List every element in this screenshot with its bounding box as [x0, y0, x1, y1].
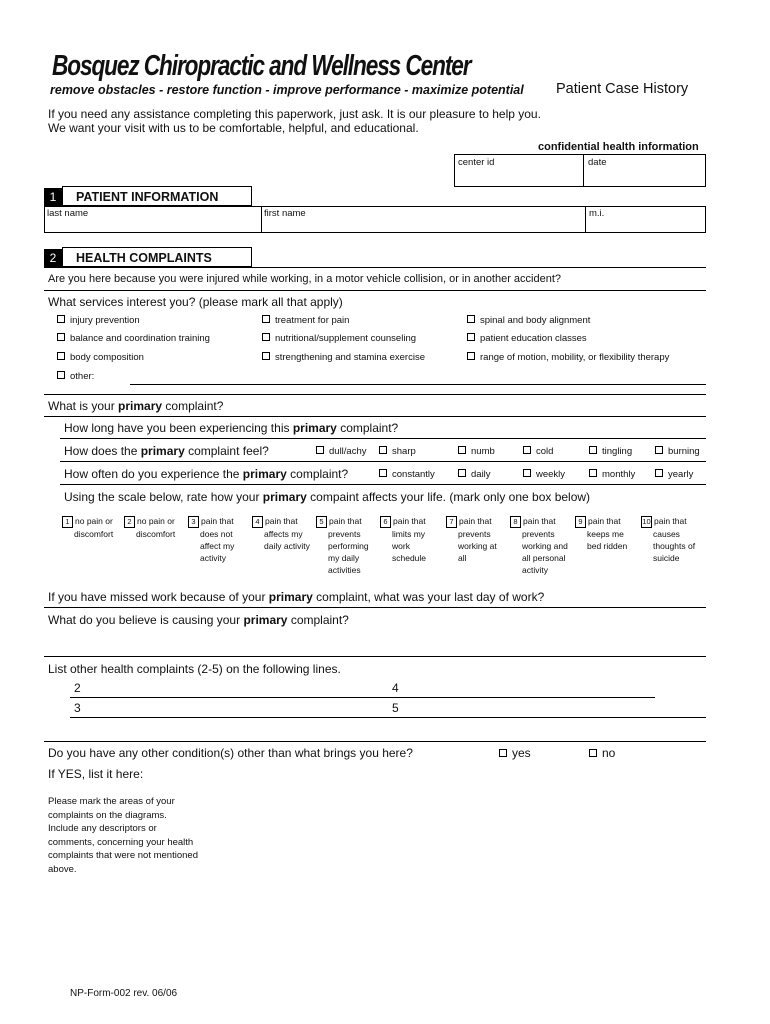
checkbox[interactable]	[262, 333, 270, 341]
missed-work-question	[48, 590, 544, 604]
no-option[interactable]	[589, 746, 615, 760]
pain-scale-option[interactable]	[316, 515, 380, 576]
text-bold: primary	[140, 444, 185, 458]
checkbox[interactable]	[589, 749, 597, 757]
complaint-line-number: 3	[74, 701, 81, 715]
pain-scale-number[interactable]: 1	[62, 516, 73, 528]
pain-scale-text: affects my	[264, 529, 303, 539]
pain-scale-text: pain that	[265, 516, 298, 526]
checkbox[interactable]	[589, 469, 597, 477]
center-id-label: center id	[458, 157, 495, 168]
checkbox[interactable]	[458, 446, 466, 454]
pain-scale-option[interactable]	[62, 515, 126, 540]
option-label: balance and coordination training	[70, 333, 210, 344]
option-label: cold	[536, 446, 554, 457]
checkbox[interactable]	[57, 352, 65, 360]
pain-scale-text: no pain or	[137, 516, 175, 526]
pain-scale-text: all	[458, 553, 467, 563]
divider	[60, 461, 706, 462]
form-number: NP-Form-002 rev. 06/06	[70, 988, 178, 999]
pain-scale-text: pain that	[459, 516, 492, 526]
text: How does the	[64, 444, 141, 458]
service-option[interactable]	[467, 352, 669, 363]
service-option[interactable]	[262, 333, 416, 344]
option-label: daily	[471, 469, 491, 480]
injury-question: Are you here because you were injured while working, in a motor vehicle collision, or in another accident?	[48, 273, 561, 285]
pain-scale-number[interactable]: 10	[642, 517, 651, 526]
text: complaint feel?	[184, 444, 269, 458]
section-2-number: 2	[44, 249, 62, 267]
date-label: date	[588, 157, 607, 168]
checkbox[interactable]	[458, 469, 466, 477]
option-label: strengthening and stamina exercise	[275, 352, 425, 363]
checkbox[interactable]	[379, 446, 387, 454]
other-service-field[interactable]	[130, 384, 706, 385]
divider	[44, 290, 706, 291]
divider	[44, 416, 706, 417]
if-yes-label: If YES, list it here:	[48, 767, 144, 781]
pain-scale-text: suicide	[653, 553, 680, 563]
service-option[interactable]	[57, 333, 210, 344]
service-option[interactable]	[262, 315, 349, 326]
service-option-other[interactable]	[57, 371, 94, 382]
option-label: weekly	[536, 469, 566, 480]
intro-text	[48, 107, 541, 135]
pain-scale-text: affect my	[200, 541, 235, 551]
pain-scale-text: bed ridden	[587, 541, 628, 551]
text-bold: primary	[292, 421, 337, 435]
option-label: injury prevention	[70, 315, 140, 326]
confidential-label: confidential health information	[538, 141, 699, 153]
text: Using the scale below, rate how your	[64, 490, 263, 504]
section-2-title: HEALTH COMPLAINTS	[76, 251, 212, 265]
pain-scale-number[interactable]: 3	[188, 516, 199, 528]
pain-scale-text: prevents	[522, 529, 555, 539]
checkbox[interactable]	[589, 446, 597, 454]
checkbox[interactable]	[57, 315, 65, 323]
divider	[44, 394, 706, 395]
text: complaint?	[336, 421, 399, 435]
checkbox[interactable]	[262, 315, 270, 323]
pain-scale-text: prevents	[328, 529, 361, 539]
option-label: tingling	[602, 446, 633, 457]
scale-question	[64, 490, 590, 504]
text: compaint affects your life. (mark only one box below)	[306, 490, 591, 504]
pain-scale-text: all personal	[522, 553, 566, 563]
divider	[44, 741, 706, 742]
option-label: numb	[471, 446, 495, 457]
pain-scale-option[interactable]	[252, 515, 316, 552]
pain-scale-text: work	[392, 541, 410, 551]
text: complaint?	[287, 613, 349, 627]
often-option[interactable]	[589, 469, 635, 480]
often-option[interactable]	[523, 469, 565, 480]
feel-option[interactable]	[458, 446, 495, 457]
pain-scale-text: causes	[653, 529, 680, 539]
pain-scale-text: schedule	[392, 553, 427, 563]
text-bold: primary	[242, 467, 287, 481]
complaint-line-number: 4	[392, 681, 399, 695]
pain-scale-text: limits my	[392, 529, 426, 539]
pain-scale-text: pain that	[329, 516, 362, 526]
text-bold: primary	[262, 490, 307, 504]
pain-scale-text: discomfort	[74, 529, 114, 539]
option-label: patient education classes	[480, 333, 587, 344]
checkbox[interactable]	[467, 315, 475, 323]
divider	[60, 484, 706, 485]
pain-scale-text: pain that	[588, 516, 621, 526]
option-label: yearly	[668, 469, 694, 480]
section-1-number: 1	[44, 188, 62, 206]
option-label: yes	[512, 746, 531, 760]
option-label: range of motion, mobility, or flexibility therapy	[480, 352, 670, 363]
text: If you have missed work because of your	[48, 590, 269, 604]
divider	[44, 607, 706, 608]
form-title: Patient Case History	[556, 81, 689, 97]
checkbox[interactable]	[316, 446, 324, 454]
option-label: burning	[668, 446, 700, 457]
pain-scale-option[interactable]	[380, 515, 444, 564]
checkbox[interactable]	[467, 333, 475, 341]
text-bold: primary	[268, 590, 313, 604]
pain-scale-text: pain that	[654, 516, 687, 526]
first-name-field[interactable]	[264, 220, 582, 232]
service-option[interactable]	[467, 315, 590, 326]
last-name-field[interactable]	[47, 220, 257, 232]
other-conditions-question: Do you have any other condition(s) other than what brings you here?	[48, 746, 413, 760]
pain-scale-number[interactable]: 4	[252, 516, 263, 528]
feel-question	[64, 444, 269, 458]
pain-scale-text: activity	[522, 565, 548, 575]
diagram-note: Please mark the areas of your complaints on the diagrams. Include any descriptors or comments, concerning your health complaints that were not mentioned above.	[48, 796, 198, 875]
feel-option[interactable]	[316, 446, 367, 457]
text-bold: primary	[118, 399, 163, 413]
pain-scale-text: my daily	[328, 553, 360, 563]
pain-scale-option[interactable]	[446, 515, 510, 564]
divider	[261, 206, 262, 233]
complaint-line-field[interactable]	[70, 717, 706, 718]
option-label: nutritional/supplement counseling	[275, 333, 417, 344]
text: What do you believe is causing your	[48, 613, 244, 627]
option-label: treatment for pain	[275, 315, 350, 326]
pain-scale-text: keeps me	[587, 529, 624, 539]
pain-scale-option[interactable]	[124, 515, 188, 540]
text: How often do you experience the	[64, 467, 243, 481]
text-bold: primary	[243, 613, 288, 627]
pain-scale-option[interactable]	[575, 515, 639, 552]
pain-scale-text: activities	[328, 565, 361, 575]
services-question: What services interest you? (please mark all that apply)	[48, 295, 343, 309]
complaint-line-number: 2	[74, 681, 81, 695]
divider	[44, 656, 706, 657]
pain-scale-text: does not	[200, 529, 233, 539]
feel-option[interactable]	[589, 446, 632, 457]
pain-scale-text: discomfort	[136, 529, 176, 539]
often-question	[64, 467, 348, 481]
divider	[585, 206, 586, 233]
service-option[interactable]	[262, 352, 425, 363]
checkbox[interactable]	[57, 371, 65, 379]
other-complaints-label: List other health complaints (2-5) on the following lines.	[48, 662, 341, 676]
pain-scale-number[interactable]: 2	[124, 516, 135, 528]
pain-scale-number[interactable]: 9	[575, 516, 586, 528]
how-long-question	[64, 421, 398, 435]
complaint-line-field[interactable]	[70, 697, 655, 698]
mi-field[interactable]	[589, 220, 701, 232]
option-label: body composition	[70, 352, 144, 363]
yes-option[interactable]	[499, 746, 531, 760]
pain-scale-option[interactable]	[510, 515, 574, 576]
checkbox[interactable]	[57, 333, 65, 341]
pain-scale-text: prevents	[458, 529, 491, 539]
pain-scale-text: no pain or	[75, 516, 113, 526]
if-yes-field[interactable]	[160, 767, 706, 783]
clinic-title: Bosquez Chiropractic and Wellness Center	[52, 50, 471, 82]
pain-scale-text: working at	[458, 541, 497, 551]
pain-scale-number[interactable]: 5	[316, 516, 327, 528]
text: complaint?	[162, 399, 224, 413]
last-name-label: last name	[47, 208, 89, 219]
option-label: sharp	[392, 446, 416, 457]
intro-line-1: If you need any assistance completing this paperwork, just ask. It is our pleasure to help you.	[48, 107, 541, 121]
feel-option[interactable]	[379, 446, 416, 457]
pain-scale-text: pain that	[393, 516, 426, 526]
often-option[interactable]	[458, 469, 491, 480]
often-option[interactable]	[655, 469, 693, 480]
pain-scale-text: activity	[200, 553, 226, 563]
tagline: remove obstacles - restore function - improve performance - maximize potential	[50, 83, 524, 97]
service-option[interactable]	[57, 315, 140, 326]
checkbox[interactable]	[523, 469, 531, 477]
option-label: dull/achy	[329, 446, 367, 457]
text: What is your	[48, 399, 119, 413]
pain-scale-option[interactable]	[641, 515, 705, 564]
checkbox[interactable]	[655, 469, 663, 477]
pain-scale-number[interactable]: 6	[380, 516, 391, 528]
divider	[60, 438, 706, 439]
checkbox[interactable]	[499, 749, 507, 757]
pain-scale-number[interactable]: 7	[446, 516, 457, 528]
text: complaint, what was your last day of work?	[312, 590, 545, 604]
checkbox[interactable]	[262, 352, 270, 360]
often-option[interactable]	[379, 469, 435, 480]
mi-label: m.i.	[589, 208, 605, 219]
complaint-line-number: 5	[392, 701, 399, 715]
pain-scale-text: daily activity	[264, 541, 310, 551]
pain-scale-option[interactable]	[188, 515, 252, 564]
intro-line-2: We want your visit with us to be comfortable, helpful, and educational.	[48, 121, 419, 135]
feel-option[interactable]	[523, 446, 553, 457]
checkbox[interactable]	[467, 352, 475, 360]
feel-option[interactable]	[655, 446, 700, 457]
service-option[interactable]	[467, 333, 587, 344]
divider	[44, 267, 706, 268]
checkbox[interactable]	[379, 469, 387, 477]
option-label: monthly	[602, 469, 636, 480]
option-label: no	[602, 746, 616, 760]
option-label: spinal and body alignment	[480, 315, 591, 326]
service-option[interactable]	[57, 352, 144, 363]
cause-question	[48, 613, 349, 627]
text: How long have you been experiencing this	[64, 421, 293, 435]
first-name-label: first name	[264, 208, 306, 219]
text: complaint?	[286, 467, 349, 481]
pain-scale-text: working and	[522, 541, 568, 551]
section-1-title: PATIENT INFORMATION	[76, 190, 219, 204]
pain-scale-text: pain that	[201, 516, 234, 526]
option-label: constantly	[392, 469, 435, 480]
pain-scale-text: thoughts of	[653, 541, 696, 551]
primary-complaint-question	[48, 399, 223, 413]
pain-scale-text: pain that	[523, 516, 556, 526]
option-label: other:	[70, 371, 95, 382]
pain-scale-number[interactable]: 8	[510, 516, 521, 528]
pain-scale-text: performing	[328, 541, 369, 551]
checkbox[interactable]	[523, 446, 531, 454]
checkbox[interactable]	[655, 446, 663, 454]
